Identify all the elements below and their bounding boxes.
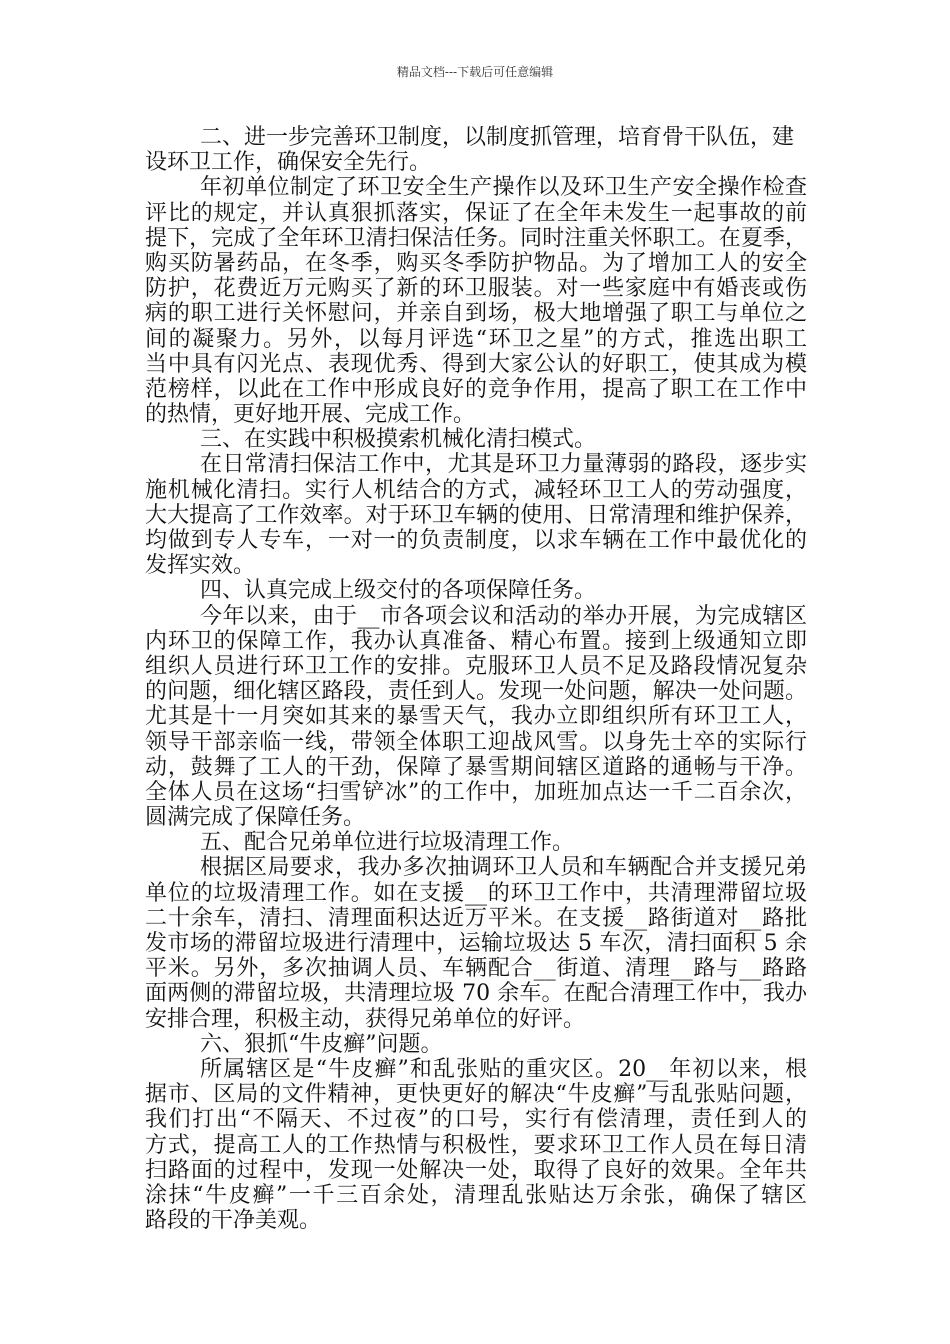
- body-paragraph: [145, 1057, 807, 1233]
- text-line: 三、在实践中积极摸索机械化清扫模式。: [200, 427, 597, 453]
- text-line: 六、狠抓“牛皮癣”问题。: [200, 1031, 443, 1057]
- text-line: 病的职工进行关怀慰问，并亲自到场，极大地增强了职工与单位之: [145, 301, 807, 327]
- text-line: 当中具有闪光点、表现优秀、得到大家公认的好职工，使其成为模: [145, 351, 807, 377]
- text-line: 四、认真完成上级交付的各项保障任务。: [200, 578, 597, 604]
- text-line: 涂抹“牛皮癣”一千三百余处，清理乱张贴达万余张，确保了辖区: [145, 1182, 807, 1208]
- text-line: 二十余车，清扫、清理面积达近万平米。在支援__路街道对__路批: [145, 905, 807, 931]
- text-line: 尤其是十一月突如其来的暴雪天气，我办立即组织所有环卫工人，: [145, 704, 807, 730]
- text-line: 在日常清扫保洁工作中，尤其是环卫力量薄弱的路段，逐步实: [200, 452, 807, 478]
- text-line: 路段的干净美观。: [145, 1208, 322, 1234]
- text-line: 方式，提高工人的工作热情与积极性，要求环卫工作人员在每日清: [145, 1132, 807, 1158]
- text-line: 的热情，更好地开展、完成工作。: [145, 402, 476, 428]
- section-heading: [145, 830, 807, 855]
- section-heading: [145, 125, 807, 175]
- body-paragraph: [145, 855, 807, 1031]
- text-line: 面两侧的滞留垃圾，共清理垃圾 70 余车。在配合清理工作中，我办: [145, 981, 807, 1007]
- text-line: 圆满完成了保障任务。: [145, 805, 366, 831]
- text-line: 提下，完成了全年环卫清扫保洁任务。同时注重关怀职工。在夏季，: [145, 225, 807, 251]
- text-line: 领导干部亲临一线，带领全体职工迎战风雪。以身先士卒的实际行: [145, 729, 807, 755]
- text-line: 大大提高了工作效率。对于环卫车辆的使用、日常清理和维护保养，: [145, 502, 807, 528]
- text-line: 内环卫的保障工作，我办认真准备、精心布置。接到上级通知立即: [145, 628, 807, 654]
- section-heading: [145, 1032, 807, 1057]
- text-line: 二、进一步完善环卫制度，以制度抓管理，培育骨干队伍，建: [200, 125, 795, 150]
- body-paragraph: [145, 175, 807, 427]
- text-line: 发市场的滞留垃圾进行清理中，运输垃圾达 5 车次，清扫面积 5 余: [145, 931, 807, 956]
- text-line: 所属辖区是“牛皮癣”和乱张贴的重灾区。20__年初以来，根: [200, 1056, 807, 1082]
- text-line: 均做到专人专车，一对一的负责制度，以求车辆在工作中最优化的: [145, 528, 807, 553]
- text-line: 间的凝聚力。另外，以每月评选“环卫之星”的方式，推选出职工: [145, 326, 807, 352]
- text-line: 施机械化清扫。实行人机结合的方式，减轻环卫工人的劳动强度，: [145, 477, 807, 503]
- text-line: 防护，花费近万元购买了新的环卫服装。对一些家庭中有婚丧或伤: [145, 276, 807, 302]
- text-line: 根据区局要求，我办多次抽调环卫人员和车辆配合并支援兄弟: [200, 855, 807, 881]
- text-line: 今年以来，由于__市各项会议和活动的举办开展，为完成辖区: [200, 603, 807, 629]
- text-line: 范榜样，以此在工作中形成良好的竞争作用，提高了职工在工作中: [145, 376, 807, 402]
- text-line: 安排合理，积极主动，获得兄弟单位的好评。: [145, 1006, 586, 1032]
- text-line: 组织人员进行环卫工作的安排。克服环卫人员不足及路段情况复杂: [145, 653, 807, 679]
- text-line: 扫路面的过程中，发现一处解决一处，取得了良好的效果。全年共: [145, 1157, 807, 1183]
- text-line: 据市、区局的文件精神，更快更好的解决“牛皮癣”与乱张贴问题，: [145, 1082, 807, 1108]
- text-line: 全体人员在这场“扫雪铲冰”的工作中，加班加点达一千二百余次，: [145, 779, 807, 805]
- text-line: 发挥实效。: [145, 553, 256, 579]
- document-body: [145, 125, 807, 1233]
- text-line: 购买防暑药品，在冬季，购买冬季防护物品。为了增加工人的安全: [145, 250, 807, 276]
- text-line: 平米。另外，多次抽调人员、车辆配合__街道、清理__路与__路路: [145, 956, 807, 982]
- body-paragraph: [145, 604, 807, 831]
- text-line: 五、配合兄弟单位进行垃圾清理工作。: [200, 830, 575, 856]
- text-line: 单位的垃圾清理工作。如在支援__的环卫工作中，共清理滞留垃圾: [145, 880, 807, 906]
- text-line: 的问题，细化辖区路段，责任到人。发现一处问题，解决一处问题。: [145, 679, 807, 705]
- body-paragraph: [145, 452, 807, 578]
- section-heading: [145, 427, 807, 452]
- page-header-watermark: 精品文档---下载后可任意编辑: [396, 65, 554, 79]
- text-line: 年初单位制定了环卫安全生产操作以及环卫生产安全操作检查: [200, 175, 807, 201]
- text-line: 我们打出“不隔天、不过夜”的口号，实行有偿清理，责任到人的: [145, 1107, 807, 1133]
- section-heading: [145, 578, 807, 603]
- text-line: 评比的规定，并认真狠抓落实，保证了在全年未发生一起事故的前: [145, 200, 807, 226]
- text-line: 设环卫工作，确保安全先行。: [145, 150, 432, 176]
- text-line: 动，鼓舞了工人的干劲，保障了暴雪期间辖区道路的通畅与干净。: [145, 754, 807, 780]
